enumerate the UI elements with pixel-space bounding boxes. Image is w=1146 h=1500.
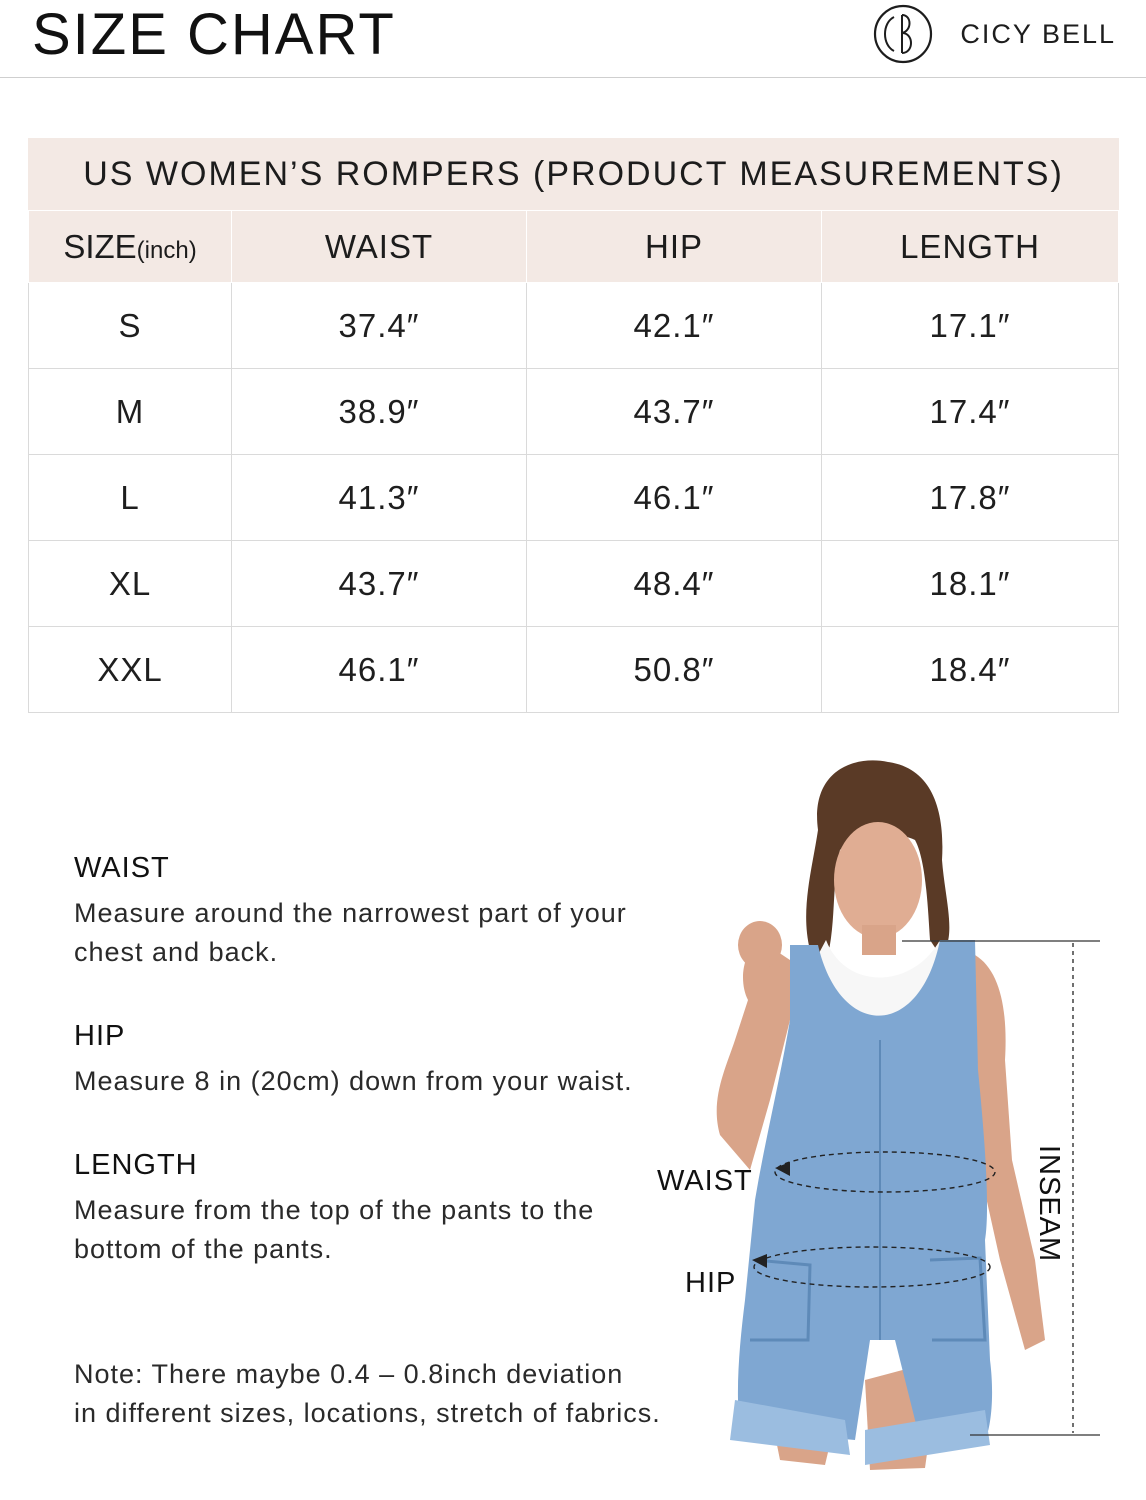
- brand-logo-icon: [872, 3, 936, 65]
- column-header-hip: HIP: [527, 211, 822, 283]
- size-cell: M: [29, 369, 232, 455]
- table-caption: US WOMEN’S ROMPERS (PRODUCT MEASUREMENTS): [29, 139, 1119, 211]
- instruction-title: LENGTH: [74, 1149, 198, 1181]
- deviation-note: [74, 1355, 734, 1433]
- page-title: SIZE CHART: [32, 2, 396, 67]
- hip-cell: 50.8″: [527, 627, 822, 713]
- table-caption-row: [29, 139, 1119, 211]
- waist-cell: 43.7″: [232, 541, 527, 627]
- measurement-instructions: [74, 850, 634, 1315]
- length-cell: 17.8″: [822, 455, 1119, 541]
- header: [0, 0, 1146, 78]
- hip-cell: 42.1″: [527, 283, 822, 369]
- brand-name: CICY BELL: [960, 18, 1116, 49]
- column-header-length: LENGTH: [822, 211, 1119, 283]
- table-row: [29, 627, 1119, 713]
- length-cell: 18.4″: [822, 627, 1119, 713]
- instruction-title: HIP: [74, 1020, 126, 1052]
- size-cell: XL: [29, 541, 232, 627]
- instruction-text: Measure from the top of the pants to the bottom of the pants.: [74, 1195, 595, 1264]
- face-shape: [834, 822, 922, 938]
- table-row: [29, 369, 1119, 455]
- raised-hand-shape: [738, 921, 782, 969]
- hip-cell: 46.1″: [527, 455, 822, 541]
- size-table: [28, 138, 1119, 713]
- column-header-waist: WAIST: [232, 211, 527, 283]
- table-row: [29, 455, 1119, 541]
- length-cell: 17.4″: [822, 369, 1119, 455]
- waist-cell: 46.1″: [232, 627, 527, 713]
- hip-figure-label: HIP: [685, 1267, 737, 1299]
- model-illustration: [640, 740, 1146, 1500]
- instruction-title: WAIST: [74, 852, 170, 884]
- size-cell: S: [29, 283, 232, 369]
- note-line-2: in different sizes, locations, stretch of fabrics.: [74, 1398, 661, 1428]
- hip-cell: 48.4″: [527, 541, 822, 627]
- waist-cell: 41.3″: [232, 455, 527, 541]
- inseam-figure-label: INSEAM: [1033, 1145, 1065, 1263]
- waist-figure-label: WAIST: [657, 1165, 753, 1197]
- instruction-length: [74, 1147, 634, 1269]
- table-row: [29, 283, 1119, 369]
- neck-shape: [862, 925, 896, 955]
- size-header: [29, 211, 232, 283]
- hip-cell: 43.7″: [527, 369, 822, 455]
- length-cell: 17.1″: [822, 283, 1119, 369]
- instruction-text: Measure around the narrowest part of your chest and back.: [74, 898, 627, 967]
- waist-cell: 38.9″: [232, 369, 527, 455]
- instruction-text: Measure 8 in (20cm) down from your waist.: [74, 1066, 633, 1096]
- table-row: [29, 541, 1119, 627]
- size-header-label: SIZE: [63, 227, 137, 265]
- length-cell: 18.1″: [822, 541, 1119, 627]
- waist-cell: 37.4″: [232, 283, 527, 369]
- note-line-1: Note: There maybe 0.4 – 0.8inch deviation: [74, 1359, 624, 1389]
- table-header-row: [29, 211, 1119, 283]
- model-figure: [640, 740, 1146, 1500]
- instruction-hip: [74, 1018, 634, 1101]
- size-cell: XXL: [29, 627, 232, 713]
- size-cell: L: [29, 455, 232, 541]
- instruction-waist: [74, 850, 634, 972]
- size-header-unit: (inch): [136, 236, 197, 264]
- brand: [872, 3, 1116, 65]
